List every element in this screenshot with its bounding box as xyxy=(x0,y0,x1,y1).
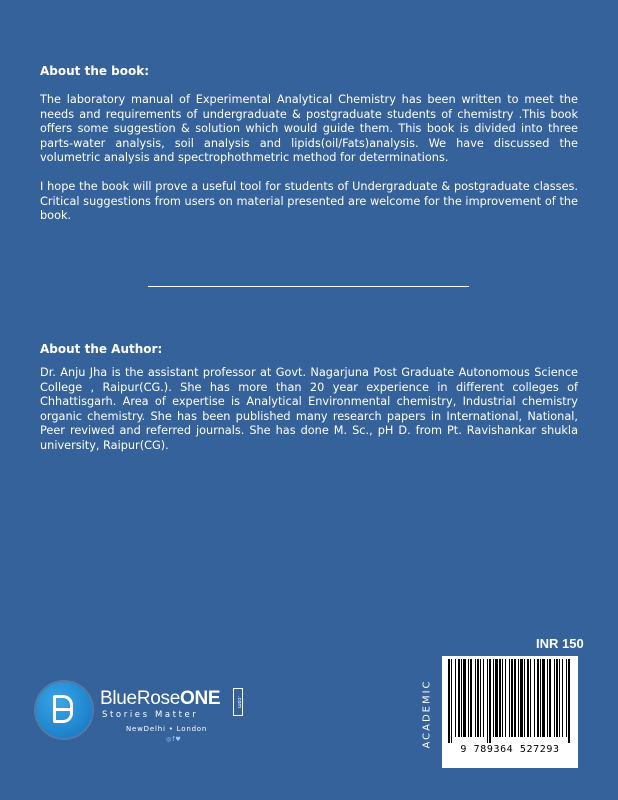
barcode-box xyxy=(442,656,578,768)
barcode-icon xyxy=(448,659,572,743)
author-bio: Dr. Anju Jha is the assistant professor at Govt. Nagarjuna Post Graduate Autonomous Science College , Raipur(CG.). She has more than 20 year experience in different colleges of Chhattisgarh. Area of expertise is Analytical Environmental chemistry, Industrial chemistry organic chemistry. She has been published many research papers in International, National, Peer reviwed and referred journals. She has done M. Sc., pH D. from Pt. Ravishankar shukla university, Raipur(CG). xyxy=(40,366,578,452)
social-icons: ◎f♥ xyxy=(166,736,182,743)
publisher-tagline: Stories Matter xyxy=(102,710,199,720)
about-book-paragraph-1: The laboratory manual of Experimental Analytical Chemistry has been written to meet the needs and requirements of undergraduate & postgraduate students of chemistry .This book offers some suggestion & solution which would guide them. This book is divided into three parts-water analysis, soil analysis and lipids(oil/Fats)analysis. We have discussed the volumetric analysis and spectrophothmetric method for determinations. xyxy=(40,93,578,165)
about-author-heading: About the Author: xyxy=(40,342,163,356)
price-label: INR 150 xyxy=(536,636,584,651)
publisher-name-part1: BlueRose xyxy=(100,688,180,709)
bluerose-logo-icon xyxy=(36,682,92,738)
publisher-name xyxy=(100,688,220,710)
about-book-paragraph-2: I hope the book will prove a useful tool for students of Undergraduate & postgraduate classes. Critical suggestions from users on material presented are welcome for the improvement of the book. xyxy=(40,180,578,223)
publisher-cities: NewDelhi • London xyxy=(126,725,208,733)
website-url: www.BlueRoseOne.com xyxy=(446,756,542,765)
divider-rule xyxy=(148,286,469,287)
publisher-com-tag: .com xyxy=(233,688,243,716)
isbn-number: 9 789364 527293 xyxy=(460,744,560,755)
about-book-heading: About the book: xyxy=(40,64,150,78)
category-label: ACADEMIC xyxy=(421,679,433,749)
publisher-name-part2: ONE xyxy=(179,688,221,709)
